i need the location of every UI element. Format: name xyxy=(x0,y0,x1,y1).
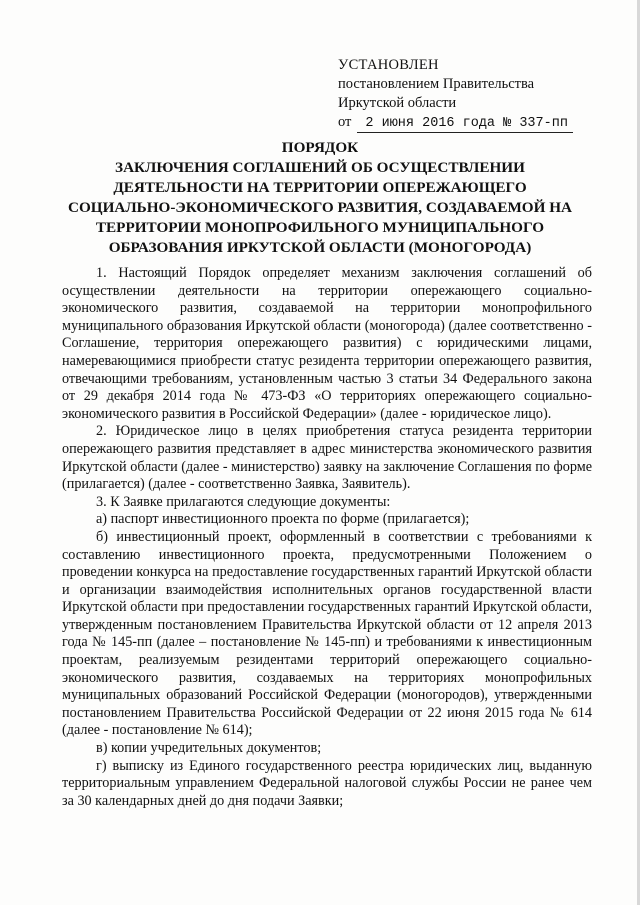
title-line-2: ЗАКЛЮЧЕНИЯ СОГЛАШЕНИЙ ОБ ОСУЩЕСТВЛЕНИИ xyxy=(115,159,525,176)
approval-from-prefix: от xyxy=(338,114,352,130)
document-body xyxy=(62,265,592,810)
title-line-6: ОБРАЗОВАНИЯ ИРКУТСКОЙ ОБЛАСТИ (МОНОГОРОДА) xyxy=(108,239,532,256)
approval-date-line xyxy=(338,113,573,133)
title-line-5: ТЕРРИТОРИИ МОНОПРОФИЛЬНОГО МУНИЦИПАЛЬНОГО xyxy=(95,219,545,236)
title-line-1: ПОРЯДОК xyxy=(281,139,359,156)
paragraph-3g: г) выписку из Единого государственного реестра юридических лиц, выданную территориальным управлением Федеральной налоговой службы России не ранее чем за 30 календарных дней до дня подачи Заявки; xyxy=(62,757,592,809)
approval-line-region: Иркутской области xyxy=(338,95,457,111)
document-title xyxy=(40,138,600,258)
paragraph-3v: в) копии учредительных документов; xyxy=(96,740,322,757)
title-line-3: ДЕЯТЕЛЬНОСТИ НА ТЕРРИТОРИИ ОПЕРЕЖАЮЩЕГО xyxy=(113,179,527,196)
approval-line-government: постановлением Правительства xyxy=(338,76,535,92)
approval-heading: УСТАНОВЛЕН xyxy=(338,57,439,73)
paragraph-3b: б) инвестиционный проект, оформленный в соответствии с требованиями к составлению инвестиционного проекта, предусмотренными Положением о проведении конкурса на предоставление государственных гарантий Иркутской области и организации взаимодействия исполнительных органов государственной власти Иркутской области при предоставлении государственных гарантий Иркутской области, утвержденным постановлением Правительства Иркутской области от 12 апреля 2013 года № 145-пп (далее – постановление № 145-пп) и требованиями к инвестиционным проектам, реализуемым резидентами территорий опережающего социально-экономического развития, создаваемых на территориях монопрофильных муниципальных образований Российской Федерации (моногородов), утвержденными постановлением Правительства Российской Федерации от 22 июня 2015 года № 614 (далее - постановление № 614); xyxy=(62,528,592,739)
paragraph-2: 2. Юридическое лицо в целях приобретения статуса резидента территории опережающего развития представляет в адрес министерства экономического развития Иркутской области (далее - министерство) заявку на заключение Соглашения по форме (прилагается) (далее - соответственно Заявка, Заявитель). xyxy=(62,423,592,493)
handwritten-date-number: 2 июня 2016 года № 337-пп xyxy=(357,116,573,133)
title-line-4: СОЦИАЛЬНО-ЭКОНОМИЧЕСКОГО РАЗВИТИЯ, СОЗДАВАЕМОЙ НА xyxy=(67,199,572,216)
approval-stamp-block xyxy=(338,56,573,133)
paragraph-1: 1. Настоящий Порядок определяет механизм заключения соглашений об осуществлении деятельности на территории опережающего социально-экономического развития, создаваемой на территории монопрофильного муниципального образования Иркутской области (моногорода) (далее соответственно - Соглашение, территория опережающего развития) с юридическими лицами, намеревающимися приобрести статус резидента территории опережающего развития, отвечающими требованиям, установленным частью 3 статьи 34 Федерального закона от 29 декабря 2014 года № 473-ФЗ «О территориях опережающего социально-экономического развития в Российской Федерации» (далее - юридическое лицо). xyxy=(62,265,592,422)
paragraph-3: 3. К Заявке прилагаются следующие документы: xyxy=(96,493,391,510)
paragraph-3a: а) паспорт инвестиционного проекта по форме (прилагается); xyxy=(96,511,470,528)
